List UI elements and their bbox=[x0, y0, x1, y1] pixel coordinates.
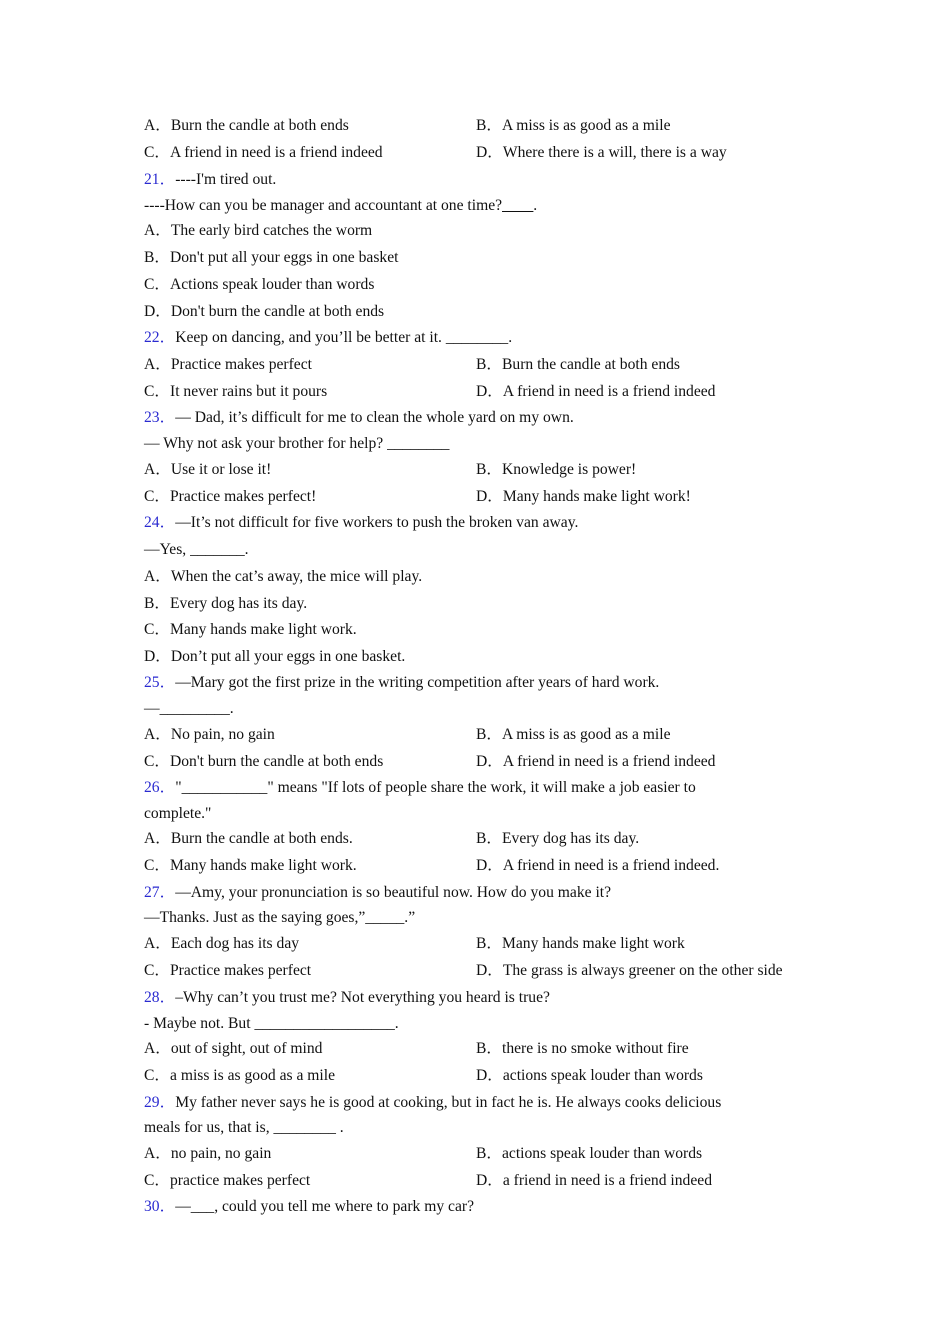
q27-line2: —Thanks. Just as the saying goes,”_____.” bbox=[144, 909, 416, 926]
q29-stem bbox=[144, 1093, 721, 1113]
q22-option-d: D．A friend in need is a friend indeed bbox=[476, 383, 716, 400]
q24-line2: —Yes, _______. bbox=[144, 541, 249, 558]
q25-line1: —Mary got the first prize in the writing competition after years of hard work. bbox=[175, 674, 660, 691]
q27-line1: —Amy, your pronunciation is so beautiful now. How do you make it? bbox=[175, 884, 612, 901]
question-number: 21． bbox=[144, 171, 176, 188]
q29-line1: My father never says he is good at cooking, but in fact he is. He always cooks delicious bbox=[175, 1094, 722, 1111]
q24-option-d: D．Don’t put all your eggs in one basket. bbox=[144, 648, 406, 665]
q23-option-b: B．Knowledge is power! bbox=[476, 461, 637, 478]
question-number: 24． bbox=[144, 514, 176, 531]
q21-stem bbox=[144, 170, 276, 190]
q29-line2: meals for us, that is, ________ . bbox=[144, 1119, 344, 1136]
q28-stem bbox=[144, 988, 550, 1008]
q29-option-c: C．practice makes perfect bbox=[144, 1172, 311, 1189]
q26-option-c: C．Many hands make light work. bbox=[144, 857, 357, 874]
q28-option-a: A．out of sight, out of mind bbox=[144, 1040, 323, 1057]
q26-stem bbox=[144, 778, 696, 798]
q21-line2-end: . bbox=[533, 197, 538, 214]
q26-option-b: B．Every dog has its day. bbox=[476, 830, 640, 847]
q22-stem bbox=[144, 328, 512, 348]
q23-stem bbox=[144, 408, 574, 428]
q30-line1: —___, could you tell me where to park my car? bbox=[175, 1198, 474, 1215]
question-number: 26． bbox=[144, 779, 176, 796]
q23-line2: — Why not ask your brother for help? ________ bbox=[144, 435, 450, 452]
q25-line2: —_________. bbox=[144, 700, 234, 717]
q29-option-b: B．actions speak louder than words bbox=[476, 1145, 703, 1162]
question-number: 27． bbox=[144, 884, 176, 901]
q24-option-b: B．Every dog has its day. bbox=[144, 595, 308, 612]
q28-line1: –Why can’t you trust me? Not everything you heard is true? bbox=[175, 989, 550, 1006]
q23-option-d: D．Many hands make light work! bbox=[476, 488, 691, 505]
q24-line1: —It’s not difficult for five workers to push the broken van away. bbox=[175, 514, 579, 531]
q27-option-d: D．The grass is always greener on the other side bbox=[476, 962, 783, 979]
q23-line1: — Dad, it’s difficult for me to clean the whole yard on my own. bbox=[175, 409, 574, 426]
q22-line1: Keep on dancing, and you’ll be better at it. ________. bbox=[175, 329, 513, 346]
q20-option-d: D．Where there is a will, there is a way bbox=[476, 144, 727, 161]
question-number: 29． bbox=[144, 1094, 176, 1111]
q26-option-a: A．Burn the candle at both ends. bbox=[144, 830, 353, 847]
q24-option-a: A．When the cat’s away, the mice will play. bbox=[144, 568, 423, 585]
q21-line2 bbox=[144, 196, 537, 216]
question-number: 30． bbox=[144, 1198, 176, 1215]
q21-line2-text: ----How can you be manager and accountant at one time? bbox=[144, 197, 503, 214]
q24-option-c: C．Many hands make light work. bbox=[144, 621, 357, 638]
q28-line2: - Maybe not. But __________________. bbox=[144, 1015, 399, 1032]
q27-option-b: B．Many hands make light work bbox=[476, 935, 685, 952]
question-number: 23． bbox=[144, 409, 176, 426]
q30-stem bbox=[144, 1197, 474, 1217]
q27-stem bbox=[144, 883, 611, 903]
q24-stem bbox=[144, 513, 578, 533]
q28-option-d: D．actions speak louder than words bbox=[476, 1067, 703, 1084]
q20-option-c: C．A friend in need is a friend indeed bbox=[144, 144, 383, 161]
q23-option-a: A．Use it or lose it! bbox=[144, 461, 272, 478]
q21-option-d: D．Don't burn the candle at both ends bbox=[144, 303, 385, 320]
q21-answer-blank: ____ bbox=[502, 197, 534, 214]
q22-option-c: C．It never rains but it pours bbox=[144, 383, 328, 400]
q21-option-a: A．The early bird catches the worm bbox=[144, 222, 373, 239]
q25-option-c: C．Don't burn the candle at both ends bbox=[144, 753, 384, 770]
q27-option-a: A．Each dog has its day bbox=[144, 935, 300, 952]
q21-line1: ----I'm tired out. bbox=[175, 171, 277, 188]
q29-option-a: A．no pain, no gain bbox=[144, 1145, 272, 1162]
question-number: 28． bbox=[144, 989, 176, 1006]
question-number: 22． bbox=[144, 329, 176, 346]
question-number: 25． bbox=[144, 674, 176, 691]
q26-option-d: D．A friend in need is a friend indeed. bbox=[476, 857, 720, 874]
q25-option-b: B．A miss is as good as a mile bbox=[476, 726, 671, 743]
q20-option-b: B．A miss is as good as a mile bbox=[476, 117, 671, 134]
q23-option-c: C．Practice makes perfect! bbox=[144, 488, 317, 505]
q20-option-a: A．Burn the candle at both ends bbox=[144, 117, 349, 134]
q26-line2: complete." bbox=[144, 805, 212, 822]
q28-option-c: C．a miss is as good as a mile bbox=[144, 1067, 336, 1084]
q22-option-b: B．Burn the candle at both ends bbox=[476, 356, 680, 373]
q27-option-c: C．Practice makes perfect bbox=[144, 962, 312, 979]
q22-option-a: A．Practice makes perfect bbox=[144, 356, 312, 373]
q25-stem bbox=[144, 673, 659, 693]
q29-option-d: D．a friend in need is a friend indeed bbox=[476, 1172, 712, 1189]
q21-option-c: C．Actions speak louder than words bbox=[144, 276, 375, 293]
q25-option-a: A．No pain, no gain bbox=[144, 726, 275, 743]
q21-option-b: B．Don't put all your eggs in one basket bbox=[144, 249, 399, 266]
q28-option-b: B．there is no smoke without fire bbox=[476, 1040, 689, 1057]
q26-line1: "___________" means "If lots of people share the work, it will make a job easier to bbox=[175, 779, 696, 796]
q25-option-d: D．A friend in need is a friend indeed bbox=[476, 753, 716, 770]
